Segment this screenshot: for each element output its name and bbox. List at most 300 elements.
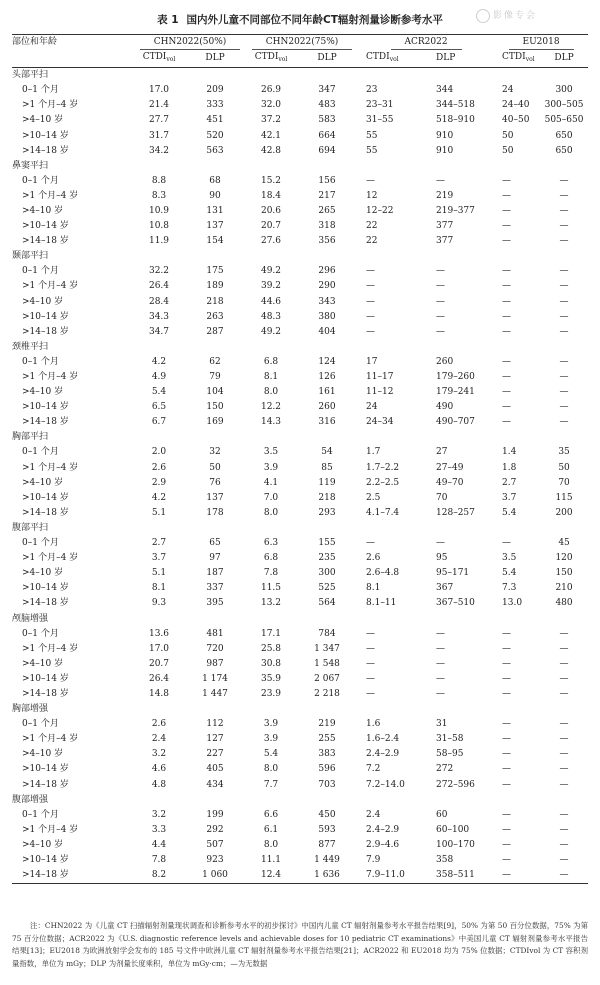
dlp-cell: 650 <box>555 130 573 141</box>
dlp-cell: 481 <box>206 628 224 639</box>
dlp-header: DLP <box>184 50 246 68</box>
dlp-cell: — <box>559 855 569 866</box>
table-row <box>12 853 588 868</box>
ctdi-cell: 6.8 <box>263 553 279 564</box>
dlp-cell: — <box>559 734 569 745</box>
dlp-header: DLP <box>540 50 588 68</box>
ctdi-cell: 17.1 <box>260 628 282 639</box>
age-cell: >14–18 岁 <box>22 598 69 609</box>
age-cell: 0–1 个月 <box>22 85 59 96</box>
age-cell: >1 个月–4 岁 <box>22 281 79 292</box>
dlp-cell: 318 <box>318 221 336 232</box>
dlp-cell: 128–257 <box>436 507 475 518</box>
ctdi-cell: 34.7 <box>148 326 170 337</box>
dlp-cell: 910 <box>436 130 454 141</box>
ctdi-cell: 6.6 <box>263 809 279 820</box>
ctdi-cell: 2.0 <box>151 447 167 458</box>
table-row <box>12 657 588 672</box>
ctdi-cell: — <box>502 855 512 866</box>
ctdi-cell: 4.1 <box>263 477 279 488</box>
table-row <box>12 204 588 219</box>
ctdi-cell: 10.9 <box>148 205 170 216</box>
ctdi-cell: — <box>502 175 512 186</box>
age-cell: >1 个月–4 岁 <box>22 643 79 654</box>
dlp-cell: 347 <box>318 85 336 96</box>
dlp-cell: — <box>436 673 446 684</box>
dlp-cell: 27–49 <box>436 462 464 473</box>
dlp-cell: 35 <box>558 447 570 458</box>
dlp-cell: — <box>436 326 446 337</box>
ctdi-cell: 49.2 <box>260 266 282 277</box>
dlp-cell: 179–241 <box>436 387 475 398</box>
dlp-cell: 217 <box>318 190 336 201</box>
ctdi-cell: 5.4 <box>502 568 517 579</box>
dlp-cell: 104 <box>206 387 224 398</box>
dlp-cell: 563 <box>206 145 224 156</box>
ctdi-cell: 17 <box>366 356 378 367</box>
dlp-cell: 76 <box>209 477 221 488</box>
table-row <box>12 581 588 596</box>
subheader-blank <box>12 50 134 68</box>
table-row <box>12 385 588 400</box>
dlp-cell: 112 <box>206 719 224 730</box>
table-row <box>12 506 588 521</box>
ctdi-cell: 8.0 <box>263 507 279 518</box>
section-row <box>12 521 588 536</box>
section-row <box>12 159 588 174</box>
ctdi-cell: 5.4 <box>151 387 167 398</box>
dlp-cell: 97 <box>209 553 221 564</box>
dlp-cell: 296 <box>318 266 336 277</box>
dlp-cell: 664 <box>318 130 336 141</box>
dlp-cell: 596 <box>318 764 336 775</box>
ctdi-cell: — <box>502 417 512 428</box>
ctdi-cell: — <box>502 402 512 413</box>
dlp-cell: 518–910 <box>436 115 475 126</box>
dlp-cell: — <box>559 221 569 232</box>
dlp-cell: — <box>436 281 446 292</box>
ctdi-cell: 42.1 <box>260 130 282 141</box>
ctdi-cell: 24–34 <box>366 417 394 428</box>
dlp-cell: 300 <box>555 85 573 96</box>
ctdi-cell: 13.0 <box>502 598 523 609</box>
age-cell: >4–10 岁 <box>22 839 64 850</box>
group-eu: EU2018 <box>494 35 588 51</box>
ctdi-cell: 2.6 <box>151 462 167 473</box>
ctdi-cell: — <box>502 719 512 730</box>
ctdi-cell: — <box>366 643 376 654</box>
dlp-cell: 178 <box>206 507 224 518</box>
ctdi-cell: 20.7 <box>260 221 282 232</box>
table-row <box>12 264 588 279</box>
dlp-cell: — <box>559 372 569 383</box>
dlp-cell: 65 <box>209 538 221 549</box>
dlp-cell: 131 <box>206 205 224 216</box>
table-row <box>12 717 588 732</box>
dlp-cell: 70 <box>436 492 448 503</box>
ctdi-cell: 4.2 <box>151 492 167 503</box>
section-title: 胸部增强 <box>12 704 49 715</box>
section-title: 胸部平扫 <box>12 432 49 443</box>
ctdi-cell: — <box>502 538 512 549</box>
section-row <box>12 249 588 264</box>
table-row <box>12 310 588 325</box>
dlp-cell: 60–100 <box>436 824 470 835</box>
ctdi-cell: 8.0 <box>263 839 279 850</box>
dlp-cell: — <box>559 205 569 216</box>
ctdi-cell: 2.2–2.5 <box>366 477 400 488</box>
dlp-cell: 272–596 <box>436 779 475 790</box>
section-title: 头部平扫 <box>12 70 49 81</box>
dlp-cell: — <box>436 658 446 669</box>
ctdi-cell: — <box>502 326 512 337</box>
ctdi-cell: 28.4 <box>148 296 170 307</box>
age-cell: >4–10 岁 <box>22 749 64 760</box>
dlp-cell: 293 <box>318 507 336 518</box>
dlp-cell: 189 <box>206 281 224 292</box>
dlp-cell: 377 <box>436 221 454 232</box>
ctdi-cell: 1.8 <box>502 462 517 473</box>
age-cell: >1 个月–4 岁 <box>22 100 79 111</box>
section-title: 颞部平扫 <box>12 251 49 262</box>
ctdi-cell: — <box>502 236 512 247</box>
ctdi-cell: 6.1 <box>263 824 279 835</box>
dlp-cell: 175 <box>206 266 224 277</box>
ctdi-cell: 3.3 <box>151 824 167 835</box>
dlp-cell: 265 <box>318 205 336 216</box>
dlp-cell: — <box>559 673 569 684</box>
dlp-cell: 1 447 <box>202 688 228 699</box>
ctdi-cell: 5.4 <box>263 749 279 760</box>
ctdi-cell: — <box>366 658 376 669</box>
ctdi-cell: — <box>366 266 376 277</box>
ctdi-cell: 2.4–2.9 <box>366 749 400 760</box>
ctdi-cell: 4.6 <box>151 764 167 775</box>
ctdi-cell: 55 <box>366 130 378 141</box>
table-row <box>12 144 588 159</box>
ctdi-cell: 8.1 <box>151 583 167 594</box>
ctdi-cell: 3.7 <box>151 553 167 564</box>
ctdi-cell: 8.1 <box>263 372 279 383</box>
dlp-cell: — <box>559 779 569 790</box>
group-chn50: CHN2022(50%) <box>134 35 246 51</box>
dlp-cell: 68 <box>209 175 221 186</box>
table-row <box>12 295 588 310</box>
ctdi-cell: 8.2 <box>134 868 184 884</box>
dlp-cell: 367–510 <box>436 598 475 609</box>
ctdi-cell: 7.2–14.0 <box>366 779 405 790</box>
dlp-cell: — <box>436 296 446 307</box>
ctdi-cell: 13.2 <box>260 598 282 609</box>
dlp-cell: 377 <box>436 236 454 247</box>
footnote-text: 注：CHN2022 为《儿童 CT 扫描辐射剂量现状调查和诊断参考水平的初步探讨》中国内儿童 CT 辐射剂量参考水平报告结果[9]，50% 为第 50 百分位数据，75% 为第 75 百分位数据；ACR2022 为《U.S. diagnostic reference levels and achievable doses for 10 pediatric CT examinations》中美国儿童 CT 辐射剂量参考水平报告结果[13]；EU2018 为欧洲放射学会发布的 185 号文件中欧洲儿童 CT 辐射剂量参考水平报告结果[21]；ACR2022 和 EU2018 均为 75% 位数据；CTDIvol 为 CT 容积剂量指数，单位为 mGy；DLP 为剂量长度乘积，单位为 mGy·cm；—为无数据 <box>12 921 588 968</box>
ctdi-cell: 20.6 <box>260 205 282 216</box>
ctdi-cell: 17.0 <box>148 643 170 654</box>
ctdi-cell: 11.5 <box>260 583 282 594</box>
age-cell: >1 个月–4 岁 <box>22 190 79 201</box>
table-row <box>12 778 588 793</box>
dlp-header: DLP <box>296 50 358 68</box>
subheader-row <box>12 50 588 68</box>
dlp-cell: — <box>559 809 569 820</box>
dlp-cell: — <box>559 190 569 201</box>
table-row <box>12 113 588 128</box>
ctdi-cell: — <box>502 190 512 201</box>
ctdi-cell: 2.6–4.8 <box>366 568 400 579</box>
dlp-cell: — <box>559 326 569 337</box>
age-cell: >1 个月–4 岁 <box>22 734 79 745</box>
ctdi-cell: 6.7 <box>151 417 167 428</box>
section-title: 腹部增强 <box>12 794 49 805</box>
header-label: 部位和年龄 <box>12 35 134 51</box>
dlp-cell: 395 <box>206 598 224 609</box>
ctdi-cell: 8.0 <box>263 387 279 398</box>
ctdi-cell: 7.8 <box>263 568 279 579</box>
ctdi-cell: 7.2 <box>366 764 381 775</box>
age-cell: >4–10 岁 <box>22 205 64 216</box>
dlp-cell: 62 <box>209 356 221 367</box>
dlp-cell: 2 218 <box>314 688 340 699</box>
age-cell: >10–14 岁 <box>22 130 69 141</box>
ctdi-cell: 4.8 <box>151 779 167 790</box>
ctdi-cell: — <box>366 311 376 322</box>
dlp-cell: 255 <box>318 734 336 745</box>
dlp-cell: 434 <box>206 779 224 790</box>
dlp-cell: 316 <box>318 417 336 428</box>
table-row <box>12 596 588 611</box>
dlp-cell: 337 <box>206 583 224 594</box>
ctdi-cell: 21.4 <box>148 100 170 111</box>
dlp-cell: 218 <box>318 492 336 503</box>
dlp-cell: 95–171 <box>436 568 470 579</box>
ctdi-cell: 4.9 <box>151 372 167 383</box>
ctdi-cell: 31–55 <box>366 115 394 126</box>
dlp-cell: 169 <box>206 417 224 428</box>
age-cell: >14–18 岁 <box>22 326 69 337</box>
table-row <box>12 642 588 657</box>
age-cell: >1 个月–4 岁 <box>22 553 79 564</box>
ctdi-cell: — <box>366 175 376 186</box>
section-title: 颅脑增强 <box>12 613 49 624</box>
dlp-cell: — <box>559 402 569 413</box>
dlp-cell: 380 <box>318 311 336 322</box>
dlp-cell: 877 <box>318 839 336 850</box>
dlp-cell: 200 <box>555 507 573 518</box>
dlp-cell: 187 <box>206 568 224 579</box>
ctdi-cell: 7.8 <box>151 855 167 866</box>
ctdi-cell: 20.7 <box>148 658 170 669</box>
ctdi-header: $CTDI_{vol}$ <box>134 50 184 68</box>
age-cell: >10–14 岁 <box>22 311 69 322</box>
dlp-cell: 210 <box>555 583 573 594</box>
dlp-cell: — <box>559 839 569 850</box>
ctdi-cell: 18.4 <box>260 190 282 201</box>
age-cell: >14–18 岁 <box>22 417 69 428</box>
dlp-cell: 58–95 <box>436 749 464 760</box>
ctdi-cell: — <box>502 356 512 367</box>
dlp-cell: 90 <box>209 190 221 201</box>
age-cell: >14–18 岁 <box>22 779 69 790</box>
dlp-cell: 31–58 <box>436 734 464 745</box>
table-footnote <box>12 920 588 970</box>
dlp-cell: 923 <box>206 855 224 866</box>
dlp-cell: 507 <box>206 839 224 850</box>
ctdi-cell: — <box>366 326 376 337</box>
table-caption: 国内外儿童不同部位不同年龄CT辐射剂量诊断参考水平 <box>186 14 443 26</box>
ctdi-cell: 8.0 <box>263 764 279 775</box>
dlp-cell: 272 <box>436 764 454 775</box>
ctdi-cell: 31.7 <box>148 130 170 141</box>
group-acr: ACR2022 <box>358 35 494 51</box>
dlp-cell: 50 <box>558 462 570 473</box>
dlp-cell: 100–170 <box>436 839 475 850</box>
ctdi-cell: 3.2 <box>151 749 167 760</box>
ctdi-cell: 6.3 <box>263 538 279 549</box>
ctdi-cell: 5.1 <box>151 568 167 579</box>
dlp-cell: — <box>559 764 569 775</box>
section-row <box>12 702 588 717</box>
ctdi-cell: — <box>366 628 376 639</box>
dlp-cell: 583 <box>318 115 336 126</box>
dlp-cell: 287 <box>206 326 224 337</box>
age-cell: 0–1 个月 <box>22 538 59 549</box>
ctdi-cell: 8.8 <box>151 175 167 186</box>
dlp-cell: — <box>559 236 569 247</box>
dlp-cell: 650 <box>555 145 573 156</box>
table-row <box>12 128 588 143</box>
age-cell: >4–10 岁 <box>22 115 64 126</box>
ctdi-cell: — <box>502 673 512 684</box>
dlp-cell: — <box>436 628 446 639</box>
dlp-cell: 694 <box>318 145 336 156</box>
ctdi-cell: — <box>502 281 512 292</box>
dlp-cell: 290 <box>318 281 336 292</box>
ctdi-cell: 7.9 <box>366 855 381 866</box>
dlp-cell: 367 <box>436 583 454 594</box>
dlp-cell: 520 <box>206 130 224 141</box>
ctdi-cell: 11–12 <box>366 387 394 398</box>
section-title: 腹部平扫 <box>12 522 49 533</box>
ctdi-cell: — <box>502 221 512 232</box>
age-cell: >10–14 岁 <box>22 492 69 503</box>
ctdi-cell: 3.5 <box>263 447 279 458</box>
age-cell: 0–1 个月 <box>22 175 59 186</box>
dlp-cell: 50 <box>209 462 221 473</box>
table-row <box>12 808 588 823</box>
age-cell: >10–14 岁 <box>22 764 69 775</box>
dlp-cell: — <box>540 868 588 884</box>
ctdi-cell: 24 <box>366 402 378 413</box>
dlp-cell: — <box>559 296 569 307</box>
ctdi-cell: 44.6 <box>260 296 282 307</box>
ctdi-cell: 6.5 <box>151 402 167 413</box>
ctdi-cell: 34.3 <box>148 311 170 322</box>
table-row <box>12 370 588 385</box>
dlp-cell: — <box>436 311 446 322</box>
ctdi-cell: 34.2 <box>148 145 170 156</box>
table-row <box>12 536 588 551</box>
dlp-cell: 784 <box>318 628 336 639</box>
dlp-cell: — <box>436 538 446 549</box>
dlp-cell: — <box>559 356 569 367</box>
ctdi-cell: 17.0 <box>148 85 170 96</box>
dlp-cell: 2 067 <box>314 673 340 684</box>
ctdi-cell: 22 <box>366 236 378 247</box>
dlp-cell: — <box>559 824 569 835</box>
ctdi-cell: 11.1 <box>260 855 282 866</box>
age-cell: >10–14 岁 <box>22 402 69 413</box>
dlp-cell: 219 <box>436 190 454 201</box>
table-row <box>12 551 588 566</box>
ctdi-cell: — <box>366 688 376 699</box>
ctdi-cell: — <box>502 372 512 383</box>
dlp-cell: 124 <box>318 356 336 367</box>
table-number: 表 1 <box>157 14 179 26</box>
ctdi-cell: — <box>502 734 512 745</box>
table-row <box>12 868 588 884</box>
dlp-cell: 161 <box>318 387 336 398</box>
dlp-cell: 343 <box>318 296 336 307</box>
ctdi-cell: 32.2 <box>148 266 170 277</box>
ctdi-cell: 23–31 <box>366 100 394 111</box>
dlp-cell: 137 <box>206 492 224 503</box>
ctdi-cell: 2.6 <box>151 719 167 730</box>
dlp-cell: — <box>559 658 569 669</box>
section-row <box>12 611 588 626</box>
dlp-cell: 95 <box>436 553 448 564</box>
ctdi-cell: 3.7 <box>502 492 517 503</box>
dlp-cell: 260 <box>318 402 336 413</box>
age-cell: >1 个月–4 岁 <box>22 824 79 835</box>
dlp-cell: 27 <box>436 447 448 458</box>
dlp-cell: 300–505 <box>544 100 584 111</box>
section-row <box>12 68 588 84</box>
age-cell: >4–10 岁 <box>22 658 64 669</box>
table-row <box>12 823 588 838</box>
section-row <box>12 430 588 445</box>
dlp-cell: 155 <box>318 538 336 549</box>
ctdi-cell: 14.8 <box>148 688 170 699</box>
ctdi-cell: 11–17 <box>366 372 394 383</box>
ctdi-cell: — <box>502 205 512 216</box>
age-cell: >14–18 岁 <box>22 145 69 156</box>
dlp-cell: 31 <box>436 719 448 730</box>
ctdi-cell: 14.3 <box>260 417 282 428</box>
ctdi-cell: — <box>502 311 512 322</box>
dlp-cell: 260 <box>436 356 454 367</box>
ctdi-cell: 48.3 <box>260 311 282 322</box>
dlp-cell: 383 <box>318 749 336 760</box>
ctdi-cell: 26.4 <box>148 281 170 292</box>
table-row <box>12 400 588 415</box>
age-cell: 0–1 个月 <box>22 356 59 367</box>
ctdi-header: $CTDI_{vol}$ <box>494 50 540 68</box>
dlp-cell: 720 <box>206 643 224 654</box>
age-cell: >4–10 岁 <box>22 296 64 307</box>
dlp-cell: 126 <box>318 372 336 383</box>
age-cell: >4–10 岁 <box>22 387 64 398</box>
ctdi-cell: 26.9 <box>260 85 282 96</box>
dlp-cell: — <box>559 688 569 699</box>
dlp-cell: 333 <box>206 100 224 111</box>
ctdi-cell: 24 <box>502 85 514 96</box>
dlp-cell: 49–70 <box>436 477 464 488</box>
ctdi-cell: 4.2 <box>151 356 167 367</box>
dlp-cell: 1 347 <box>314 643 340 654</box>
dlp-cell: 227 <box>206 749 224 760</box>
table-row <box>12 838 588 853</box>
dlp-cell: — <box>436 643 446 654</box>
